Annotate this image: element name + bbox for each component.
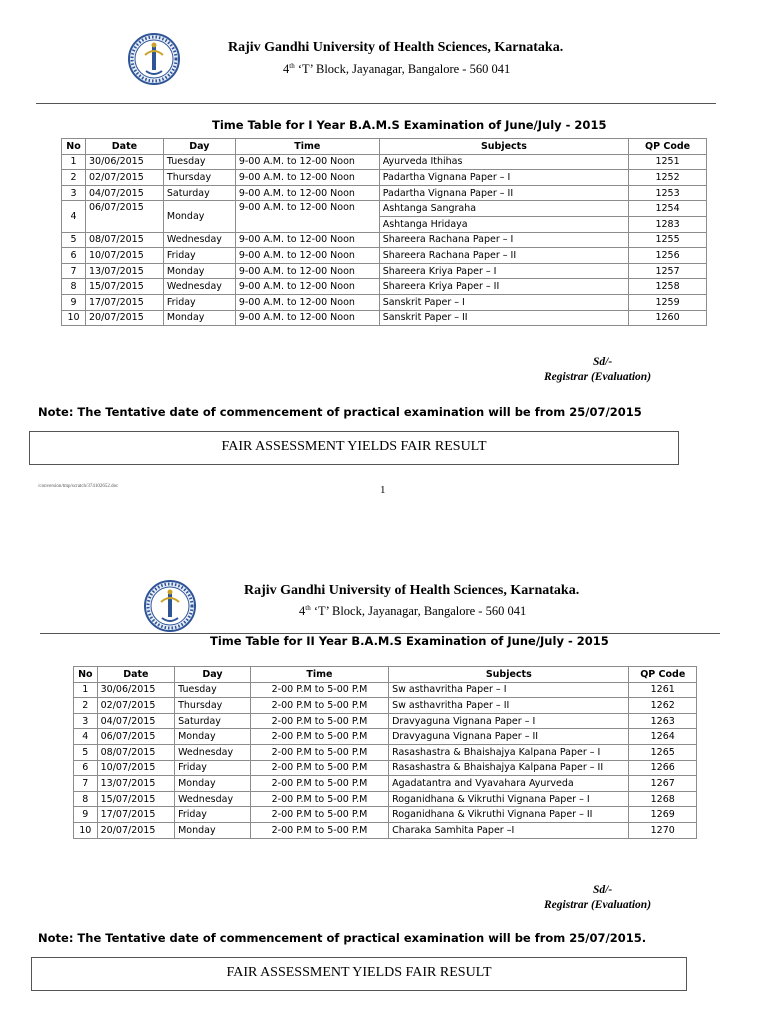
row-qp-code: 1257 [629, 263, 707, 279]
row-date: 30/06/2015 [97, 682, 174, 698]
row-time: 9-00 A.M. to 12-00 Noon [235, 263, 379, 279]
row-no: 9 [62, 294, 86, 310]
row-subject: Charaka Samhita Paper –I [389, 822, 629, 838]
table-row [74, 698, 697, 714]
col-header-date: Date [85, 139, 163, 155]
row-no: 7 [62, 263, 86, 279]
row-subject: Roganidhana & Vikruthi Vignana Paper – I [389, 791, 629, 807]
row-no: 1 [62, 154, 86, 170]
row-day: Wednesday [163, 232, 235, 248]
timetable-year1 [61, 138, 707, 326]
row-qp-code: 1252 [629, 170, 707, 186]
row-day: Friday [175, 760, 251, 776]
row-qp-code: 1264 [629, 729, 697, 745]
row-date: 10/07/2015 [97, 760, 174, 776]
col-header-qp-code: QP Code [629, 139, 707, 155]
table-row [62, 170, 707, 186]
row-subject: Ashtanga Sangraha [379, 201, 628, 217]
motto-box: FAIR ASSESSMENT YIELDS FAIR RESULT [31, 957, 687, 991]
row-date: 15/07/2015 [97, 791, 174, 807]
table-row [74, 807, 697, 823]
row-no: 10 [74, 822, 98, 838]
row-day: Saturday [163, 185, 235, 201]
row-no: 5 [74, 744, 98, 760]
row-day: Saturday [175, 713, 251, 729]
table-row [62, 232, 707, 248]
university-seal-icon [144, 580, 196, 632]
table-row [74, 791, 697, 807]
university-seal-icon [128, 33, 180, 85]
row-time: 2-00 P.M to 5-00 P.M [250, 760, 388, 776]
row-time: 9-00 A.M. to 12-00 Noon [235, 170, 379, 186]
row-time: 2-00 P.M to 5-00 P.M [250, 698, 388, 714]
row-day: Thursday [163, 170, 235, 186]
university-name: Rajiv Gandhi University of Health Sciences, Karnataka. [228, 40, 564, 55]
row-time: 9-00 A.M. to 12-00 Noon [235, 294, 379, 310]
row-date: 30/06/2015 [85, 154, 163, 170]
table-row [74, 760, 697, 776]
university-address: 4th ‘T’ Block, Jayanagar, Bangalore - 560 041 [299, 604, 527, 619]
row-subject: Sanskrit Paper – II [379, 310, 628, 326]
row-date: 04/07/2015 [85, 185, 163, 201]
table-row [62, 248, 707, 264]
row-date: 08/07/2015 [85, 232, 163, 248]
row-day: Tuesday [163, 154, 235, 170]
row-no: 1 [74, 682, 98, 698]
row-subject: Dravyaguna Vignana Paper – II [389, 729, 629, 745]
row-qp-code: 1267 [629, 776, 697, 792]
row-day: Wednesday [163, 279, 235, 295]
row-date: 17/07/2015 [97, 807, 174, 823]
page-number: 1 [380, 484, 386, 496]
row-subject: Padartha Vignana Paper – II [379, 185, 628, 201]
row-time: 2-00 P.M to 5-00 P.M [250, 744, 388, 760]
row-day: Friday [175, 807, 251, 823]
row-subject: Sw asthavritha Paper – II [389, 698, 629, 714]
row-day: Wednesday [175, 791, 251, 807]
row-date: 02/07/2015 [97, 698, 174, 714]
row-no: 3 [62, 185, 86, 201]
col-header-no: No [74, 667, 98, 683]
row-qp-code: 1260 [629, 310, 707, 326]
row-qp-code: 1268 [629, 791, 697, 807]
row-time: 2-00 P.M to 5-00 P.M [250, 791, 388, 807]
row-day: Tuesday [175, 682, 251, 698]
row-no: 8 [74, 791, 98, 807]
row-time: 9-00 A.M. to 12-00 Noon [235, 279, 379, 295]
row-day: Monday [175, 776, 251, 792]
row-day: Monday [175, 822, 251, 838]
table-row [62, 294, 707, 310]
row-day: Wednesday [175, 744, 251, 760]
row-subject: Shareera Kriya Paper – I [379, 263, 628, 279]
table-row [74, 822, 697, 838]
row-qp-code: 1256 [629, 248, 707, 264]
table-row [74, 744, 697, 760]
university-name: Rajiv Gandhi University of Health Sciences, Karnataka. [244, 583, 580, 598]
row-time: 2-00 P.M to 5-00 P.M [250, 776, 388, 792]
practical-exam-note: Note: The Tentative date of commencement of practical examination will be from 25/07/2015 [38, 405, 642, 419]
row-time: 2-00 P.M to 5-00 P.M [250, 807, 388, 823]
row-qp-code: 1265 [629, 744, 697, 760]
registrar-label: Registrar (Evaluation) [544, 899, 652, 911]
practical-exam-note: Note: The Tentative date of commencement of practical examination will be from 25/07/2015. [38, 931, 647, 945]
col-header-time: Time [250, 667, 388, 683]
row-time: 9-00 A.M. to 12-00 Noon [235, 154, 379, 170]
table-row [62, 263, 707, 279]
table-row [62, 154, 707, 170]
table-row [74, 729, 697, 745]
timetable-title-year1: Time Table for I Year B.A.M.S Examination of June/July - 2015 [212, 118, 607, 132]
row-subject: Shareera Rachana Paper – II [379, 248, 628, 264]
table-row [74, 713, 697, 729]
row-time: 2-00 P.M to 5-00 P.M [250, 822, 388, 838]
row-date: 10/07/2015 [85, 248, 163, 264]
row-no: 6 [74, 760, 98, 776]
row-no: 4 [62, 201, 86, 232]
row-no: 4 [74, 729, 98, 745]
row-date: 13/07/2015 [85, 263, 163, 279]
row-subject: Sw asthavritha Paper – I [389, 682, 629, 698]
row-time: 2-00 P.M to 5-00 P.M [250, 682, 388, 698]
row-day: Friday [163, 294, 235, 310]
timetable-title-year2: Time Table for II Year B.A.M.S Examination of June/July - 2015 [210, 634, 609, 648]
row-subject: Sanskrit Paper – I [379, 294, 628, 310]
row-time: 9-00 A.M. to 12-00 Noon [235, 232, 379, 248]
col-header-subjects: Subjects [389, 667, 629, 683]
table-row [62, 185, 707, 201]
row-subject: Agadatantra and Vyavahara Ayurveda [389, 776, 629, 792]
signature-sd: Sd/- [593, 356, 613, 368]
row-subject: Shareera Kriya Paper – II [379, 279, 628, 295]
row-day: Monday [163, 201, 235, 232]
col-header-subjects: Subjects [379, 139, 628, 155]
row-subject: Rasashastra & Bhaishajya Kalpana Paper – II [389, 760, 629, 776]
row-date: 04/07/2015 [97, 713, 174, 729]
row-no: 2 [74, 698, 98, 714]
footer-file-path: /conversion/tmp/scratch/374102652.doc [38, 484, 119, 489]
row-subject: Dravyaguna Vignana Paper – I [389, 713, 629, 729]
row-date: 06/07/2015 [97, 729, 174, 745]
row-day: Thursday [175, 698, 251, 714]
row-qp-code: 1259 [629, 294, 707, 310]
row-time: 9-00 A.M. to 12-00 Noon [235, 310, 379, 326]
row-subject: Padartha Vignana Paper – I [379, 170, 628, 186]
col-header-qp-code: QP Code [629, 667, 697, 683]
row-no: 6 [62, 248, 86, 264]
row-subject: Shareera Rachana Paper – I [379, 232, 628, 248]
row-no: 2 [62, 170, 86, 186]
row-qp-code: 1255 [629, 232, 707, 248]
row-date: 13/07/2015 [97, 776, 174, 792]
row-qp-code: 1269 [629, 807, 697, 823]
row-date: 02/07/2015 [85, 170, 163, 186]
row-date: 15/07/2015 [85, 279, 163, 295]
row-time: 9-00 A.M. to 12-00 Noon [235, 248, 379, 264]
row-qp-code: 1258 [629, 279, 707, 295]
col-header-time: Time [235, 139, 379, 155]
row-qp-code: 1266 [629, 760, 697, 776]
header-divider [36, 103, 716, 104]
row-time: 9-00 A.M. to 12-00 Noon [235, 201, 379, 232]
table-row [62, 279, 707, 295]
row-date: 17/07/2015 [85, 294, 163, 310]
registrar-label: Registrar (Evaluation) [544, 371, 652, 383]
row-day: Monday [175, 729, 251, 745]
row-date: 20/07/2015 [97, 822, 174, 838]
row-subject: Rasashastra & Bhaishajya Kalpana Paper – I [389, 744, 629, 760]
row-date: 08/07/2015 [97, 744, 174, 760]
row-qp-code: 1283 [629, 216, 707, 232]
row-day: Friday [163, 248, 235, 264]
row-qp-code: 1263 [629, 713, 697, 729]
table-row [62, 201, 707, 217]
table-row [62, 310, 707, 326]
row-qp-code: 1270 [629, 822, 697, 838]
row-time: 2-00 P.M to 5-00 P.M [250, 713, 388, 729]
row-subject: Roganidhana & Vikruthi Vignana Paper – II [389, 807, 629, 823]
row-qp-code: 1261 [629, 682, 697, 698]
row-qp-code: 1254 [629, 201, 707, 217]
row-no: 5 [62, 232, 86, 248]
row-no: 7 [74, 776, 98, 792]
university-address: 4th ‘T’ Block, Jayanagar, Bangalore - 560 041 [283, 62, 511, 77]
row-qp-code: 1251 [629, 154, 707, 170]
table-header-row [74, 667, 697, 683]
col-header-day: Day [175, 667, 251, 683]
row-date: 06/07/2015 [85, 201, 163, 232]
row-no: 9 [74, 807, 98, 823]
timetable-year2 [73, 666, 697, 839]
row-date: 20/07/2015 [85, 310, 163, 326]
row-qp-code: 1253 [629, 185, 707, 201]
row-subject: Ashtanga Hridaya [379, 216, 628, 232]
row-time: 9-00 A.M. to 12-00 Noon [235, 185, 379, 201]
row-day: Monday [163, 310, 235, 326]
col-header-no: No [62, 139, 86, 155]
row-no: 10 [62, 310, 86, 326]
motto-box: FAIR ASSESSMENT YIELDS FAIR RESULT [29, 431, 679, 465]
col-header-day: Day [163, 139, 235, 155]
row-subject: Ayurveda Ithihas [379, 154, 628, 170]
col-header-date: Date [97, 667, 174, 683]
table-row [74, 776, 697, 792]
row-qp-code: 1262 [629, 698, 697, 714]
row-time: 2-00 P.M to 5-00 P.M [250, 729, 388, 745]
row-day: Monday [163, 263, 235, 279]
table-header-row [62, 139, 707, 155]
row-no: 8 [62, 279, 86, 295]
table-row [74, 682, 697, 698]
row-no: 3 [74, 713, 98, 729]
signature-sd: Sd/- [593, 884, 613, 896]
